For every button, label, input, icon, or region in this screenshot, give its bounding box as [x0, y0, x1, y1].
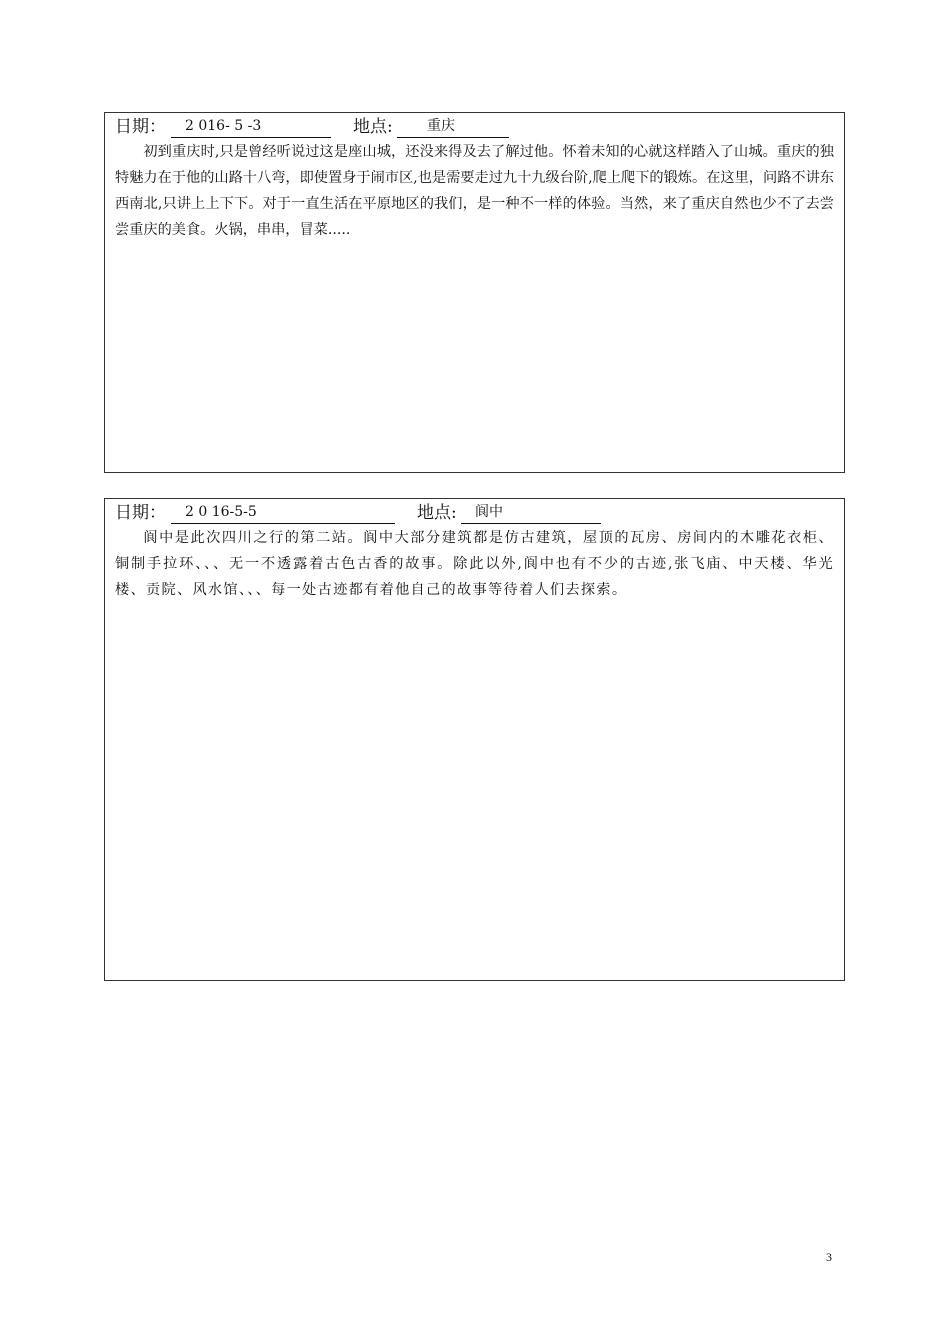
place-value: 重庆 [397, 115, 509, 138]
entry-body-text: 初到重庆时,只是曾经听说过这是座山城，还没来得及去了解过他。怀着未知的心就这样踏入了山城。重庆的独特魅力在于他的山路十八弯，即使置身于闹市区,也是需要走过九十九级台阶,爬上爬下的锻炼。在这里，问路不讲东西南北,只讲上上下下。对于一直生活在平原地区的我们，是一种不一样的体验。当然，来了重庆自然也少不了去尝尝重庆的美食。火锅，串串，冒菜..... [115, 144, 834, 238]
page-number: 3 [826, 1250, 832, 1264]
place-label: 地点: [417, 503, 457, 523]
date-label: 日期： [115, 503, 166, 523]
place-label: 地点: [353, 117, 393, 137]
date-value: 2 0 16-5-5 [171, 501, 395, 524]
place-value: 阆中 [461, 501, 601, 524]
diary-entry-2 [104, 498, 845, 981]
entry-body-text: 阆中是此次四川之行的第二站。阆中大部分建筑都是仿古建筑，屋顶的瓦房、房间内的木雕花衣柜、铜制手拉环、、、无一不透露着古色古香的故事。除此以外,阆中也有不少的古迹,张飞庙、中天楼、华光楼、贡院、风水馆、、、每一处古迹都有着他自己的故事等待着人们去探索。 [115, 530, 834, 598]
date-value: 2 016- 5 -3 [171, 115, 331, 138]
date-label: 日期： [115, 117, 166, 137]
diary-entry-1 [104, 112, 845, 473]
